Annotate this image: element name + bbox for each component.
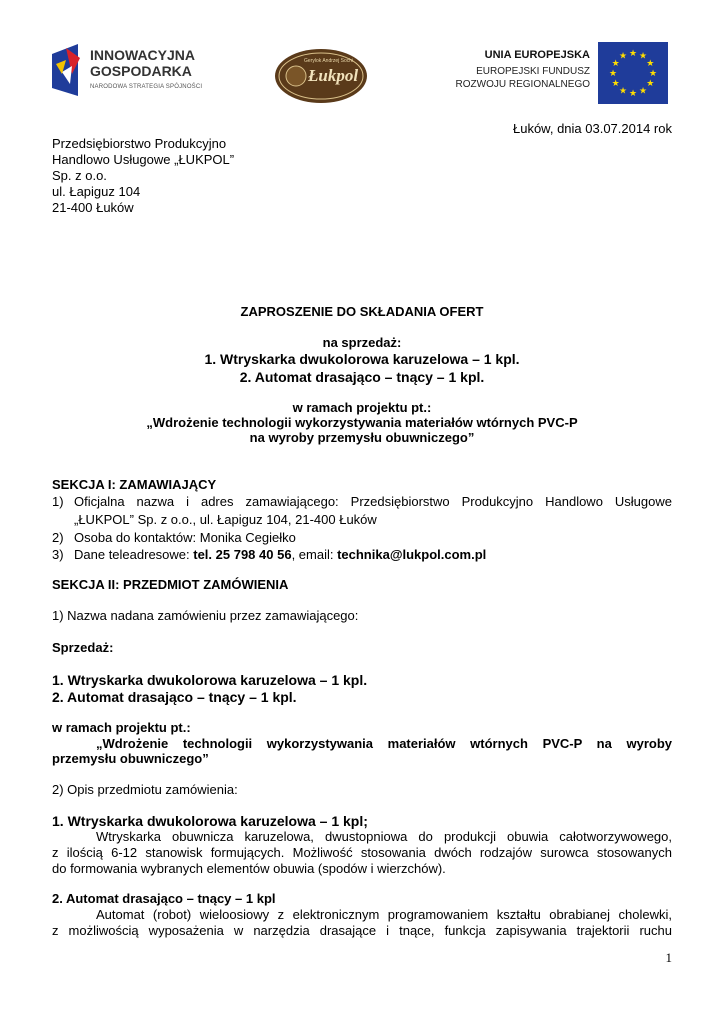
ig-emblem-icon <box>52 44 88 96</box>
title-project-line2: na wyroby przemysłu obuwniczego” <box>249 430 475 445</box>
project-line1: „Wdrożenie technologii wykorzystywania materiałów wtórnych PVC-P na wyroby <box>96 736 672 751</box>
sale-item1: 1. Wtryskarka dwukolorowa karuzelowa – 1 kpl. <box>52 672 368 688</box>
list-number: 2) <box>52 530 64 545</box>
eu-star-icon: ★ <box>618 50 628 61</box>
date-line: Łuków, dnia 03.07.2014 rok <box>512 121 672 136</box>
ig-line1: INNOWACYJNA <box>90 47 196 63</box>
address-line: Handlowo Usługowe „ŁUKPOL” <box>52 152 235 167</box>
desc2-line: Automat (robot) wieloosiowy z elektronicznym programowaniem kształtu obrabianej cholewki, <box>96 907 672 922</box>
innowacyjna-gospodarka-logo <box>52 42 202 104</box>
list-number: 3) <box>52 547 64 562</box>
desc1-title: 1. Wtryskarka dwukolorowa karuzelowa – 1 kpl; <box>52 813 368 829</box>
eu-star-icon: ★ <box>618 85 628 96</box>
phone-number: tel. 25 798 40 56 <box>193 547 292 562</box>
eu-star-icon: ★ <box>646 78 655 88</box>
doc-title: ZAPROSZENIE DO SKŁADANIA OFERT <box>240 304 484 319</box>
address-block <box>52 136 234 216</box>
ue-line1: UNIA EUROPEJSKA <box>484 49 590 61</box>
desc1-line: do formowania wybranych elementów obuwia (spodów i wierzchów). <box>52 861 446 876</box>
email-link[interactable]: technika@lukpol.com.pl <box>337 547 487 562</box>
sale-label: Sprzedaż: <box>52 640 114 655</box>
eu-star-icon: ★ <box>608 68 618 78</box>
section1-heading: SEKCJA I: ZAMAWIAJĄCY <box>52 477 217 492</box>
lukpol-top-text: Gerylok Andrzej Sochi <box>304 58 354 64</box>
ue-text-logo <box>450 48 590 91</box>
eu-star-icon: ★ <box>611 58 620 68</box>
desc2-title: 2. Automat drasająco – tnący – 1 kpl <box>52 891 276 906</box>
eu-star-icon: ★ <box>628 48 638 58</box>
ue-line3: ROZWOJU REGIONALNEGO <box>455 79 590 90</box>
list-number: 1) <box>52 494 64 509</box>
ig-line3: NARODOWA STRATEGIA SPÓJNOŚCI <box>90 84 203 90</box>
project-intro: w ramach projektu pt.: <box>52 720 191 735</box>
question-2: 2) Opis przedmiotu zamówienia: <box>52 782 238 797</box>
eu-star-icon: ★ <box>611 78 620 88</box>
address-line: Sp. z o.o. <box>52 168 107 183</box>
contact-person: Osoba do kontaktów: Monika Cegiełko <box>74 530 296 545</box>
eu-star-icon: ★ <box>648 68 658 78</box>
eu-flag-icon <box>598 42 668 104</box>
desc2-line: z możliwością wyposażenia w narzędzia drasające i tnące, funkcja zapisywania trajektorii ruchu <box>52 923 672 938</box>
desc1-line: Wtryskarka obuwnicza karuzelowa, dwustopniowa do produkcji obuwia całotworzywowego, <box>96 829 672 844</box>
address-line: 21-400 Łuków <box>52 200 134 215</box>
title-project-line1: „Wdrożenie technologii wykorzystywania materiałów wtórnych PVC-P <box>146 415 578 430</box>
ue-line2: EUROPEJSKI FUNDUSZ <box>476 66 590 77</box>
page-number: 1 <box>665 950 672 965</box>
eu-star-icon: ★ <box>638 85 648 96</box>
title-project-intro: w ramach projektu pt.: <box>292 400 432 415</box>
eu-star-icon: ★ <box>628 88 638 98</box>
lukpol-logo <box>274 48 368 104</box>
address-line: Przedsiębiorstwo Produkcyjno <box>52 136 227 151</box>
contact-prefix: Dane teleadresowe: <box>74 547 194 562</box>
sale-item2: 2. Automat drasająco – tnący – 1 kpl. <box>52 689 297 705</box>
project-line2: przemysłu obuwniczego” <box>52 751 209 766</box>
contact-name-line1: Oficjalna nazwa i adres zamawiającego: Przedsiębiorstwo Produkcyjno Handlowo Usługowe <box>74 494 672 509</box>
doc-subtitle: na sprzedaż: <box>322 335 402 350</box>
title-item2: 2. Automat drasająco – tnący – 1 kpl. <box>239 369 485 385</box>
question-1: 1) Nazwa nadana zamówieniu przez zamawiającego: <box>52 608 359 623</box>
title-item1: 1. Wtryskarka dwukolorowa karuzelowa – 1 kpl. <box>204 351 520 367</box>
eu-star-icon: ★ <box>646 58 655 68</box>
ig-line2: GOSPODARKA <box>90 63 192 79</box>
section2-heading: SEKCJA II: PRZEDMIOT ZAMÓWIENIA <box>52 577 289 592</box>
contact-mid: , email: <box>291 547 338 562</box>
contact-name-line2: „ŁUKPOL” Sp. z o.o., ul. Łapiguz 104, 21-400 Łuków <box>74 512 377 527</box>
address-line: ul. Łapiguz 104 <box>52 184 141 199</box>
eu-star-icon: ★ <box>638 50 648 61</box>
contact-details <box>74 547 486 563</box>
lukpol-name: Łukpol <box>308 66 359 85</box>
desc1-line: z ilością 6-12 stanowisk formujących. Możliwość stosowania dwóch rodzajów surowca stosowanych <box>52 845 672 860</box>
